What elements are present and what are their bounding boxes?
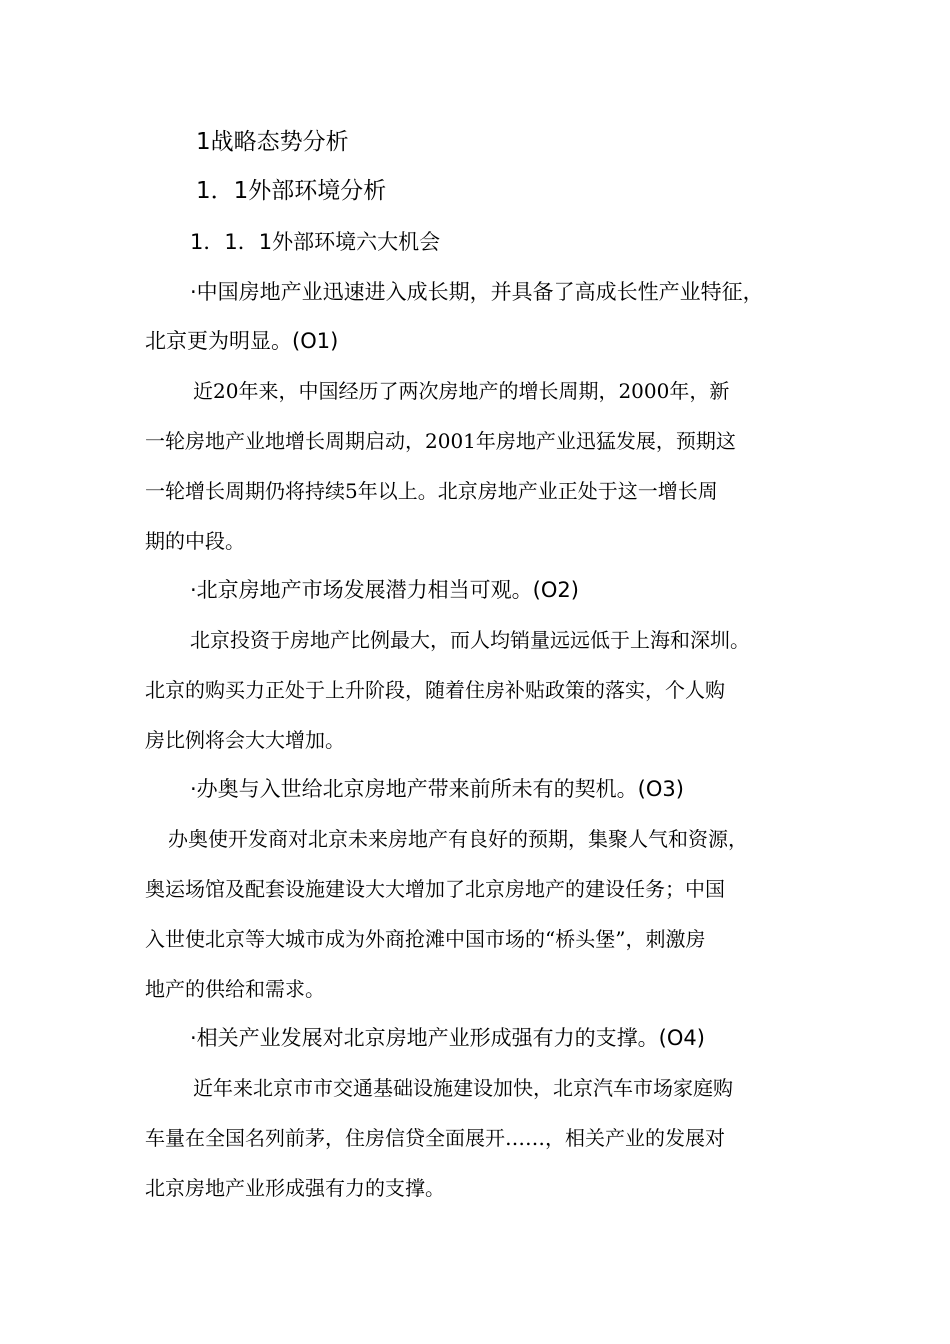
paragraph-o4-line-2: 车量在全国名列前茅，住房信贷全面展开……，相关产业的发展对 — [145, 1126, 725, 1150]
opportunity-heading-o2: ·北京房地产市场发展潜力相当可观。(O2) — [190, 578, 579, 602]
heading-level-1: 1战略态势分析 — [196, 129, 349, 155]
paragraph-o1-line-2: 一轮房地产业地增长周期启动，2001年房地产业迅猛发展，预期这 — [145, 429, 736, 453]
paragraph-o4-line-1: 近年来北京市市交通基础设施建设加快，北京汽车市场家庭购 — [193, 1076, 733, 1100]
paragraph-o3-line-1: 办奥使开发商对北京未来房地产有良好的预期，集聚人气和资源， — [168, 827, 748, 851]
heading-level-2: 1．1外部环境分析 — [196, 178, 387, 204]
paragraph-o2-line-2: 北京的购买力正处于上升阶段，随着住房补贴政策的落实，个人购 — [145, 678, 725, 702]
heading-level-3: 1．1．1外部环境六大机会 — [190, 230, 441, 254]
opportunity-heading-o4: ·相关产业发展对北京房地产业形成强有力的支撑。(O4) — [190, 1026, 705, 1050]
paragraph-o4-line-3: 北京房地产业形成强有力的支撑。 — [145, 1176, 445, 1200]
paragraph-o1-line-1: 近20年来，中国经历了两次房地产的增长周期，2000年，新 — [193, 379, 730, 403]
paragraph-o1-line-4: 期的中段。 — [145, 529, 245, 553]
paragraph-o1-line-3: 一轮增长周期仍将持续5年以上。北京房地产业正处于这一增长周 — [145, 479, 718, 503]
opportunity-heading-o1-line-2: 北京更为明显。(O1) — [145, 329, 339, 353]
opportunity-heading-o1-line-1: ·中国房地产业迅速进入成长期，并具备了高成长性产业特征， — [190, 280, 764, 304]
paragraph-o3-line-3: 入世使北京等大城市成为外商抢滩中国市场的“桥头堡”，刺激房 — [145, 927, 706, 951]
opportunity-heading-o3: ·办奥与入世给北京房地产带来前所未有的契机。(O3) — [190, 777, 684, 801]
paragraph-o3-line-4: 地产的供给和需求。 — [145, 977, 325, 1001]
paragraph-o3-line-2: 奥运场馆及配套设施建设大大增加了北京房地产的建设任务；中国 — [145, 877, 725, 901]
paragraph-o2-line-3: 房比例将会大大增加。 — [145, 728, 345, 752]
paragraph-o2-line-1: 北京投资于房地产比例最大，而人均销量远远低于上海和深圳。 — [190, 628, 750, 652]
